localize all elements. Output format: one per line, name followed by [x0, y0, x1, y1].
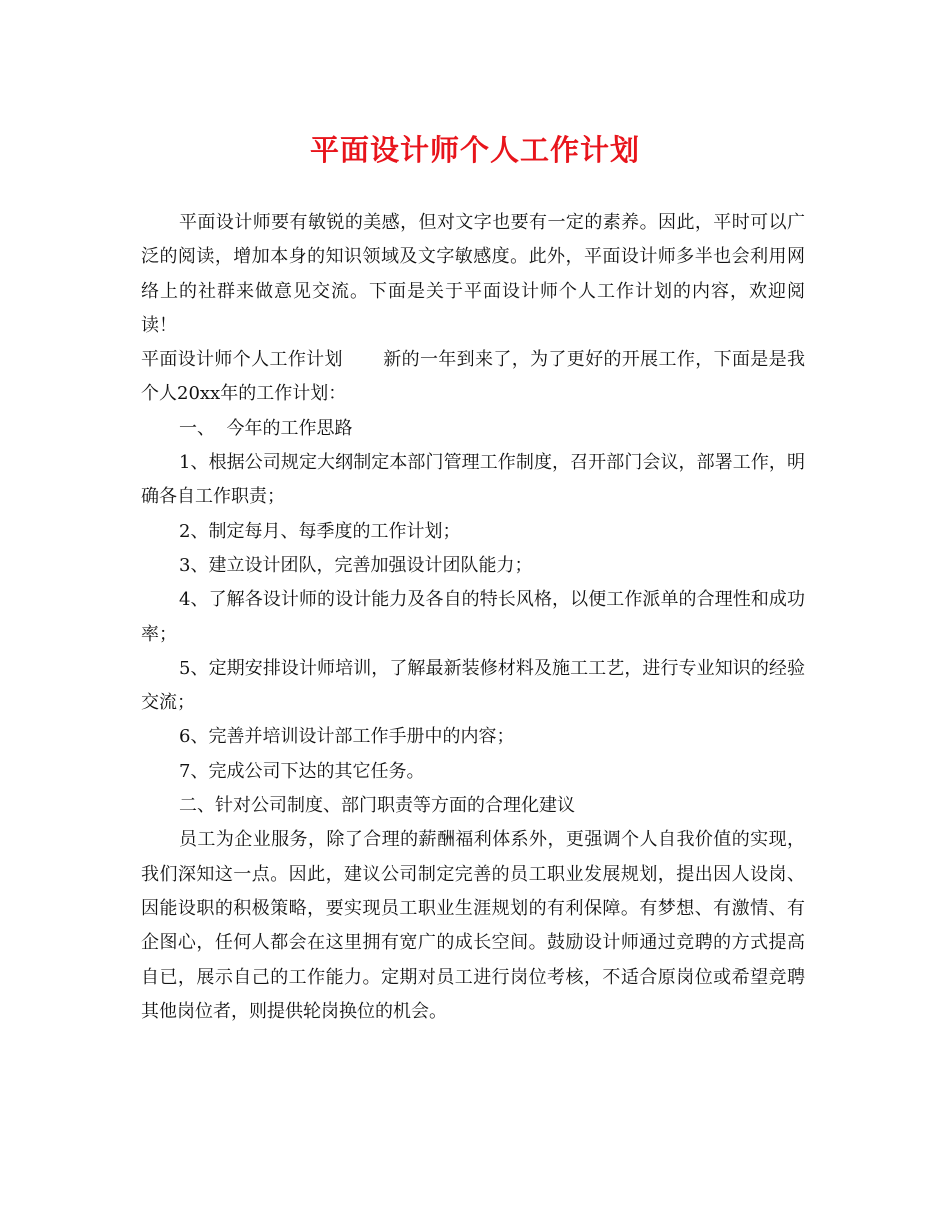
section-2-paragraph: 员工为企业服务，除了合理的薪酬福利体系外，更强调个人自我价值的实现，我们深知这一点。因此，建议公司制定完善的员工职业发展规划，提出因人设岗、因能设职的积极策略，要实现员工职业生涯规划的有利保障。有梦想、有激情、有企图心，任何人都会在这里拥有宽广的成长空间。鼓励设计师通过竞聘的方式提高自已，展示自己的工作能力。定期对员工进行岗位考核，不适合原岗位或希望竞聘其他岗位者，则提供轮岗换位的机会。 [141, 829, 805, 1022]
list-item: 5、定期安排设计师培训，了解最新装修材料及施工工艺，进行专业知识的经验交流； [141, 657, 805, 714]
list-item: 3、建立设计团队，完善加强设计团队能力； [179, 554, 533, 576]
document-body [141, 206, 805, 1029]
intro-paragraph: 平面设计师要有敏锐的美感，但对文字也要有一定的素养。因此，平时可以广泛的阅读，增加本身的知识领域及文字敏感度。此外，平面设计师多半也会利用网络上的社群来做意见交流。下面是关于平面设计师个人工作计划的内容，欢迎阅读！ [141, 212, 805, 336]
list-item: 7、完成公司下达的其它任务。 [179, 760, 425, 782]
plan-title-inline: 平面设计师个人工作计划 [141, 349, 343, 371]
list-item: 6、完善并培训设计部工作手册中的内容； [179, 726, 515, 748]
plan-intro-text: 新的一年到来了，为了更好的开展工作，下面是是我个人20xx年的工作计划： [141, 349, 806, 405]
list-item: 4、了解各设计师的设计能力及各自的特长风格，以便工作派单的合理性和成功率； [141, 589, 805, 645]
section-heading-1: 一、 今年的工作思路 [179, 417, 353, 439]
list-item: 1、根据公司规定大纲制定本部门管理工作制度，召开部门会议，部署工作，明确各自工作职责； [141, 452, 805, 508]
section-heading-2: 二、针对公司制度、部门职责等方面的合理化建议 [179, 795, 575, 817]
plan-intro-paragraph [141, 343, 805, 412]
list-item: 2、制定每月、每季度的工作计划； [179, 520, 461, 542]
document-title: 平面设计师个人工作计划 [309, 133, 640, 167]
